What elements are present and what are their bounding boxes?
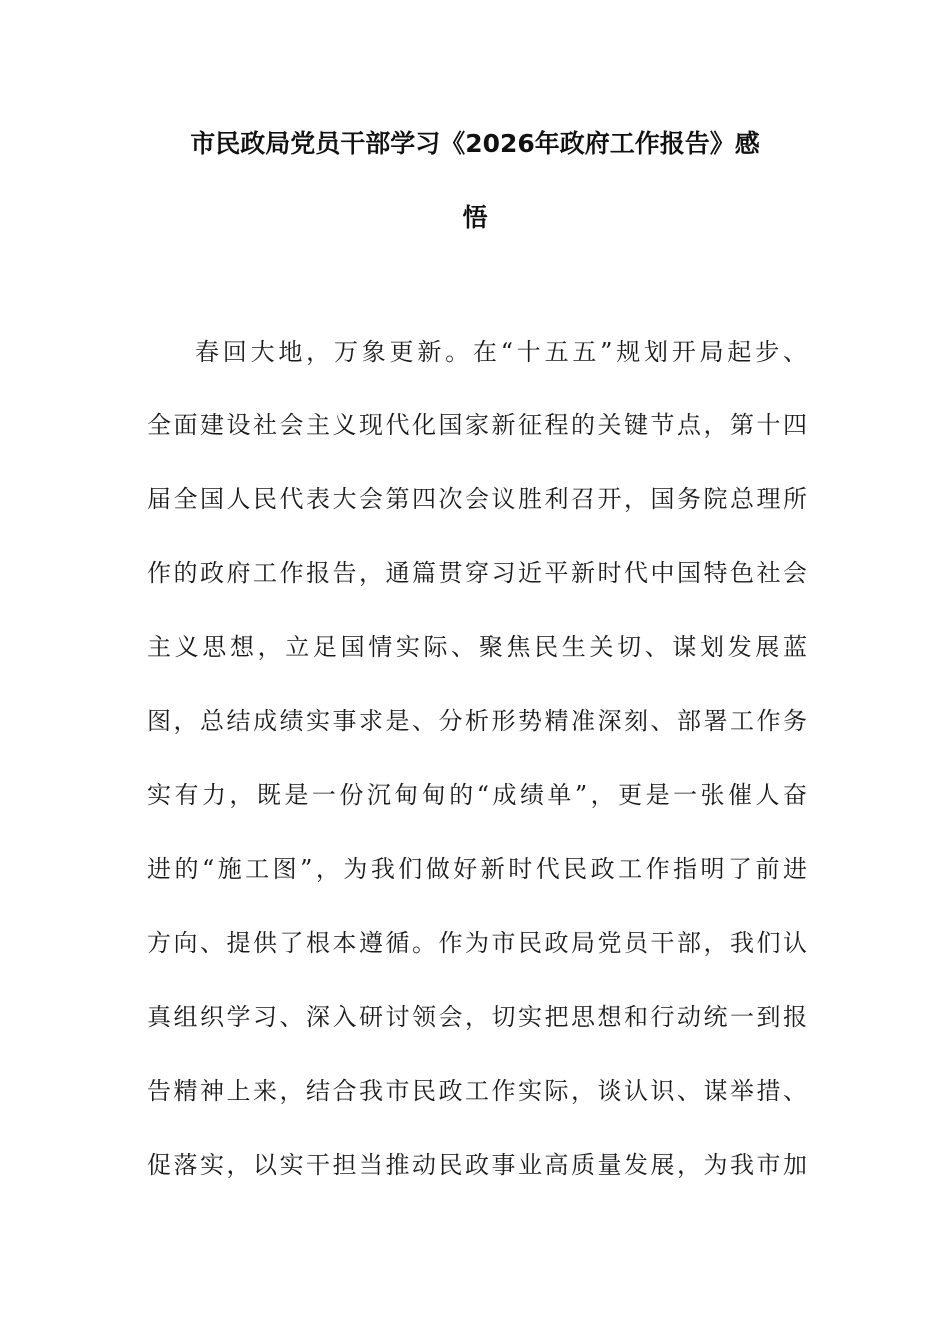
paragraph-line-1: 春回大地，万象更新。在“十五五”规划开局起步、 [195,338,807,366]
document-title-line-1: 市民政局党员干部学习《2026年政府工作报告》感 [190,129,760,158]
paragraph-line-6: 图，总结成绩实事求是、分析形势精准深刻、部署工作务 [147,707,807,735]
document-title-line-2: 悟 [462,203,488,232]
paragraph-line-8: 进的“施工图”，为我们做好新时代民政工作指明了前进 [147,855,807,883]
paragraph-line-10: 真组织学习、深入研讨领会，切实把思想和行动统一到报 [147,1003,807,1031]
paragraph-line-9: 方向、提供了根本遵循。作为市民政局党员干部，我们认 [147,929,807,957]
paragraph-line-7: 实有力，既是一份沉甸甸的“成绩单”，更是一张催人奋 [147,781,807,809]
paragraph-line-2: 全面建设社会主义现代化国家新征程的关键节点，第十四 [147,411,807,439]
paragraph-line-4: 作的政府工作报告，通篇贯穿习近平新时代中国特色社会 [147,559,807,587]
paragraph-line-3: 届全国人民代表大会第四次会议胜利召开，国务院总理所 [147,485,807,513]
paragraph-line-11: 告精神上来，结合我市民政工作实际，谈认识、谋举措、 [147,1077,807,1105]
paragraph-line-12: 促落实，以实干担当推动民政事业高质量发展，为我市加 [147,1151,807,1179]
paragraph-line-5: 主义思想，立足国情实际、聚焦民生关切、谋划发展蓝 [147,633,807,661]
